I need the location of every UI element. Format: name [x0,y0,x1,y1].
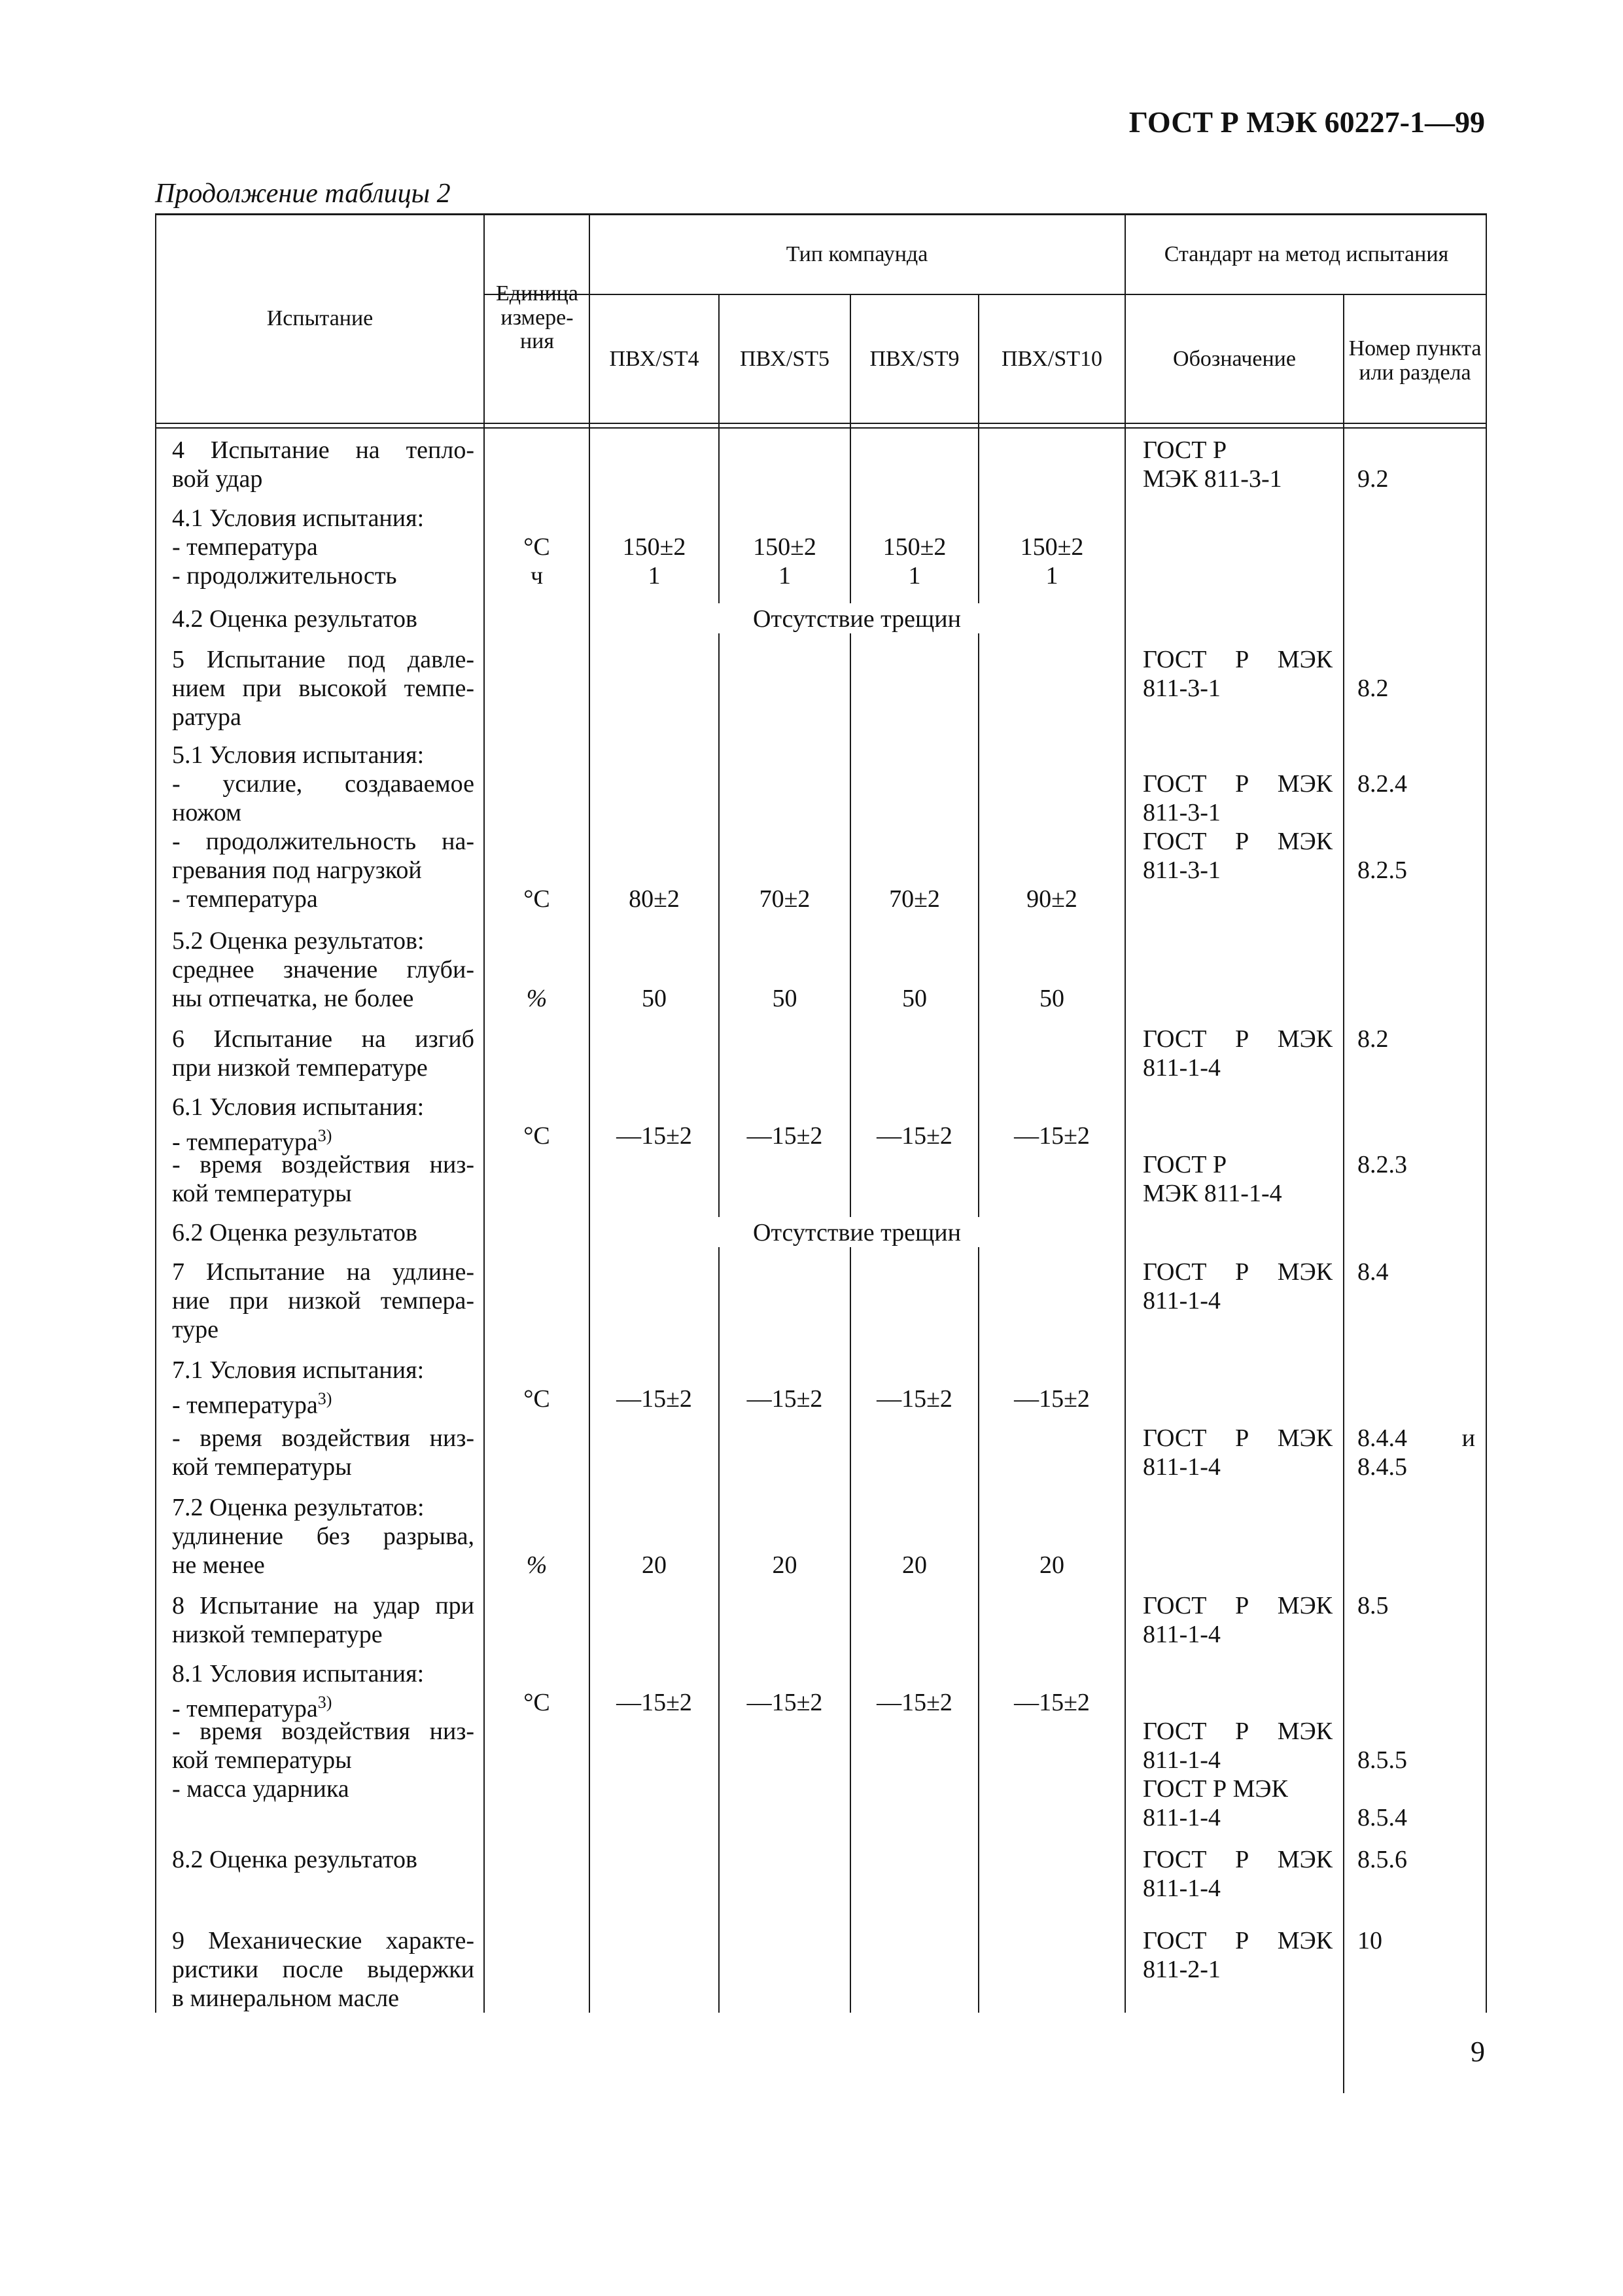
row-4-clause: 9.2 [1357,465,1389,493]
row-6-standard: ГОСТ Р МЭК [1143,1025,1333,1053]
row-8-test: низкой температуре [172,1621,383,1648]
row-7-clause: 8.4 [1357,1258,1389,1286]
row-5-1-test: - температура [172,885,318,913]
row-9-standard: ГОСТ Р МЭК [1143,1927,1333,1954]
row-8-1-unit: °С [523,1689,550,1716]
row-4-1-unit: °С [523,533,550,561]
row-6-1-st5: —15±2 [746,1122,823,1150]
row-6-1-unit: °С [523,1122,550,1150]
row-5-2-test: среднее значение глуби- [172,956,474,983]
row-6-1-clause: 8.2.3 [1357,1151,1407,1178]
row-5-2-st4: 50 [642,985,667,1012]
row-9-standard: 811-2-1 [1143,1956,1221,1983]
row-7-2-test: 7.2 Оценка результатов: [172,1494,425,1521]
row-5-1-test: 5.1 Условия испытания: [172,741,425,769]
row-5-1-clause: 8.2.5 [1357,857,1407,884]
row-8-1-test: кой температуры [172,1746,352,1774]
table-continuation-caption: Продолжение таблицы 2 [155,179,451,209]
header-compound-st10: ПВХ/ST10 [1001,346,1103,371]
page-number: 9 [1471,2036,1485,2068]
row-5-2-st10: 50 [1039,985,1064,1012]
row-5-1-st10: 90±2 [1026,885,1077,913]
row-7-1-standard: 811-1-4 [1143,1453,1221,1481]
row-5-2-test: ны отпечатка, не более [172,985,414,1012]
row-6-2-result-span: Отсутствие трещин [753,1219,961,1246]
row-8-1-st4: —15±2 [616,1689,692,1716]
row-7-2-st9: 20 [902,1551,927,1579]
row-5-2-test: 5.2 Оценка результатов: [172,927,425,955]
row-8-1-standard: 811-1-4 [1143,1746,1221,1774]
row-5-1-standard: ГОСТ Р МЭК [1143,770,1333,798]
row-9-clause: 10 [1357,1927,1382,1954]
row-5-test: 5 Испытание под давле- [172,646,474,673]
row-8-1-test: - масса ударника [172,1775,349,1803]
row-5-1-standard: 811-3-1 [1143,799,1221,826]
row-4-1-st10: 150±2 [1020,533,1084,561]
row-5-1-test: - продолжительность на- [172,828,474,855]
row-7-test: туре [172,1316,218,1343]
row-6-1-test: - время воздействия низ- [172,1151,474,1178]
row-7-1-unit: °С [523,1385,550,1413]
row-8-2-standard: ГОСТ Р МЭК [1143,1846,1333,1873]
header-compound-st9: ПВХ/ST9 [869,346,960,371]
row-4-1-test: - продолжительность [172,562,397,590]
table-top-border [155,213,1487,215]
row-4-standard: ГОСТ Р [1143,436,1227,464]
row-6-1-standard: ГОСТ Р [1143,1151,1227,1178]
row-9-test: в минеральном масле [172,1985,400,2012]
row-6-1-standard: МЭК 811-1-4 [1143,1180,1282,1207]
row-9-test: 9 Механические характе- [172,1927,474,1954]
row-6-1-st10: —15±2 [1014,1122,1090,1150]
row-5-1-test: ножом [172,799,242,826]
row-7-1-clause: 8.4.4 и [1357,1424,1475,1452]
header-test: Испытание [266,306,374,330]
row-8-1-standard: 811-1-4 [1143,1804,1221,1831]
row-6-test: 6 Испытание на изгиб [172,1025,474,1053]
row-6-2-test: 6.2 Оценка результатов [172,1219,417,1246]
row-7-1-test: - температура$^{3)}$ [172,1389,332,1419]
footnote-3-mark: 3) [317,1389,332,1408]
row-5-clause: 8.2 [1357,675,1389,702]
header-unit: Единица измере- ния [496,281,578,354]
row-8-1-test: - время воздействия низ- [172,1718,474,1745]
header-compound-st5: ПВХ/ST5 [739,346,830,371]
header-bottom-border-double [155,427,1487,429]
row-8-2-clause: 8.5.6 [1357,1846,1407,1873]
row-4-2-test: 4.2 Оценка результатов [172,605,417,633]
row-5-standard: ГОСТ Р МЭК [1143,646,1333,673]
row-8-1-clause: 8.5.5 [1357,1746,1407,1774]
row-7-2-test: не менее [172,1551,265,1579]
header-designation: Обозначение [1173,346,1296,371]
row-5-2-unit: % [526,985,548,1012]
row-4-test: 4 Испытание на тепло- [172,436,474,464]
row-5-1-unit: °С [523,885,550,913]
row-7-1-clause: 8.4.5 [1357,1453,1407,1481]
row-8-1-standard: ГОСТ Р МЭК [1143,1718,1333,1745]
column-divider [1343,294,1344,2093]
header-bottom-border [155,423,1487,424]
row-6-1-st9: —15±2 [877,1122,952,1150]
row-8-standard: 811-1-4 [1143,1621,1221,1648]
column-divider [1125,213,1126,2013]
header-standard: Стандарт на метод испытания [1164,241,1449,266]
row-6-standard: 811-1-4 [1143,1054,1221,1082]
row-4-1-st9: 150±2 [882,533,947,561]
specification-table [155,213,1487,2013]
header-compound-st4: ПВХ/ST4 [609,346,699,371]
row-8-test: 8 Испытание на удар при [172,1592,474,1619]
row-5-1-st9: 70±2 [889,885,940,913]
row-4-1-unit: ч [530,562,544,590]
column-divider [1486,213,1487,2013]
row-8-standard: ГОСТ Р МЭК [1143,1592,1333,1619]
row-5-1-test: гревания под нагрузкой [172,857,422,884]
row-7-1-test: - время воздействия низ- [172,1424,474,1452]
row-7-1-standard: ГОСТ Р МЭК [1143,1424,1333,1452]
footnote-3-mark: 3) [317,1693,332,1712]
row-5-test: нием при высокой темпе- [172,675,474,702]
row-7-2-test: удлинение без разрыва, [172,1523,474,1550]
row-5-1-st5: 70±2 [759,885,811,913]
row-8-1-standard: ГОСТ Р МЭК [1143,1775,1288,1803]
row-8-2-standard: 811-1-4 [1143,1875,1221,1902]
row-6-test: при низкой температуре [172,1054,428,1082]
row-4-standard: МЭК 811-3-1 [1143,465,1282,493]
row-6-1-test: 6.1 Условия испытания: [172,1093,425,1121]
row-6-clause: 8.2 [1357,1025,1389,1053]
row-6-1-test: кой температуры [172,1180,352,1207]
row-8-clause: 8.5 [1357,1592,1389,1619]
column-divider [589,213,590,2013]
row-7-2-st5: 20 [772,1551,797,1579]
row-5-1-clause: 8.2.4 [1357,770,1407,798]
row-8-1-st5: —15±2 [746,1689,823,1716]
row-4-1-st9: 1 [908,562,921,590]
row-7-1-st4: —15±2 [616,1385,692,1413]
row-4-1-test: 4.1 Условия испытания: [172,504,425,532]
header-compound-type: Тип компаунда [786,241,928,266]
row-7-1-test: кой температуры [172,1453,352,1481]
row-5-standard: 811-3-1 [1143,675,1221,702]
header-subrow-border [483,294,1487,295]
row-8-1-test: 8.1 Условия испытания: [172,1660,425,1687]
row-5-1-st4: 80±2 [629,885,680,913]
row-7-2-st10: 20 [1039,1551,1064,1579]
column-divider [483,213,485,2013]
row-4-2-result-span: Отсутствие трещин [753,605,961,633]
row-6-1-test: - температура$^{3)}$ [172,1126,332,1156]
row-7-2-st4: 20 [642,1551,667,1579]
row-8-2-test: 8.2 Оценка результатов [172,1846,417,1873]
row-5-1-standard: 811-3-1 [1143,857,1221,884]
row-4-1-st4: 150±2 [622,533,686,561]
column-divider [155,213,156,2013]
row-9-test: ристики после выдержки [172,1956,474,1983]
row-7-1-st10: —15±2 [1014,1385,1090,1413]
row-4-1-st5: 1 [778,562,791,590]
row-7-test: 7 Испытание на удлине- [172,1258,474,1286]
row-6-1-st4: —15±2 [616,1122,692,1150]
row-4-1-test: - температура [172,533,318,561]
row-5-1-standard: ГОСТ Р МЭК [1143,828,1333,855]
row-4-1-st10: 1 [1045,562,1058,590]
row-8-1-st9: —15±2 [877,1689,952,1716]
row-7-1-st5: —15±2 [746,1385,823,1413]
row-7-standard: 811-1-4 [1143,1287,1221,1315]
row-7-1-st9: —15±2 [877,1385,952,1413]
footnote-3-mark: 3) [317,1126,332,1145]
row-7-test: ние при низкой темпера- [172,1287,474,1315]
row-5-1-test: - усилие, создаваемое [172,770,474,798]
row-5-test: ратура [172,703,241,731]
header-clause: Номер пункта или раздела [1348,336,1482,385]
row-4-1-st4: 1 [648,562,661,590]
row-4-1-st5: 150±2 [753,533,816,561]
row-5-2-st9: 50 [902,985,927,1012]
row-7-1-test: 7.1 Условия испытания: [172,1356,425,1384]
row-7-2-unit: % [526,1551,548,1579]
row-7-standard: ГОСТ Р МЭК [1143,1258,1333,1286]
row-5-2-st5: 50 [772,985,797,1012]
row-8-1-clause: 8.5.4 [1357,1804,1407,1831]
document-code: ГОСТ Р МЭК 60227-1—99 [1128,105,1485,139]
row-8-1-test: - температура$^{3)}$ [172,1693,332,1723]
row-4-test: вой удар [172,465,263,493]
row-8-1-st10: —15±2 [1014,1689,1090,1716]
